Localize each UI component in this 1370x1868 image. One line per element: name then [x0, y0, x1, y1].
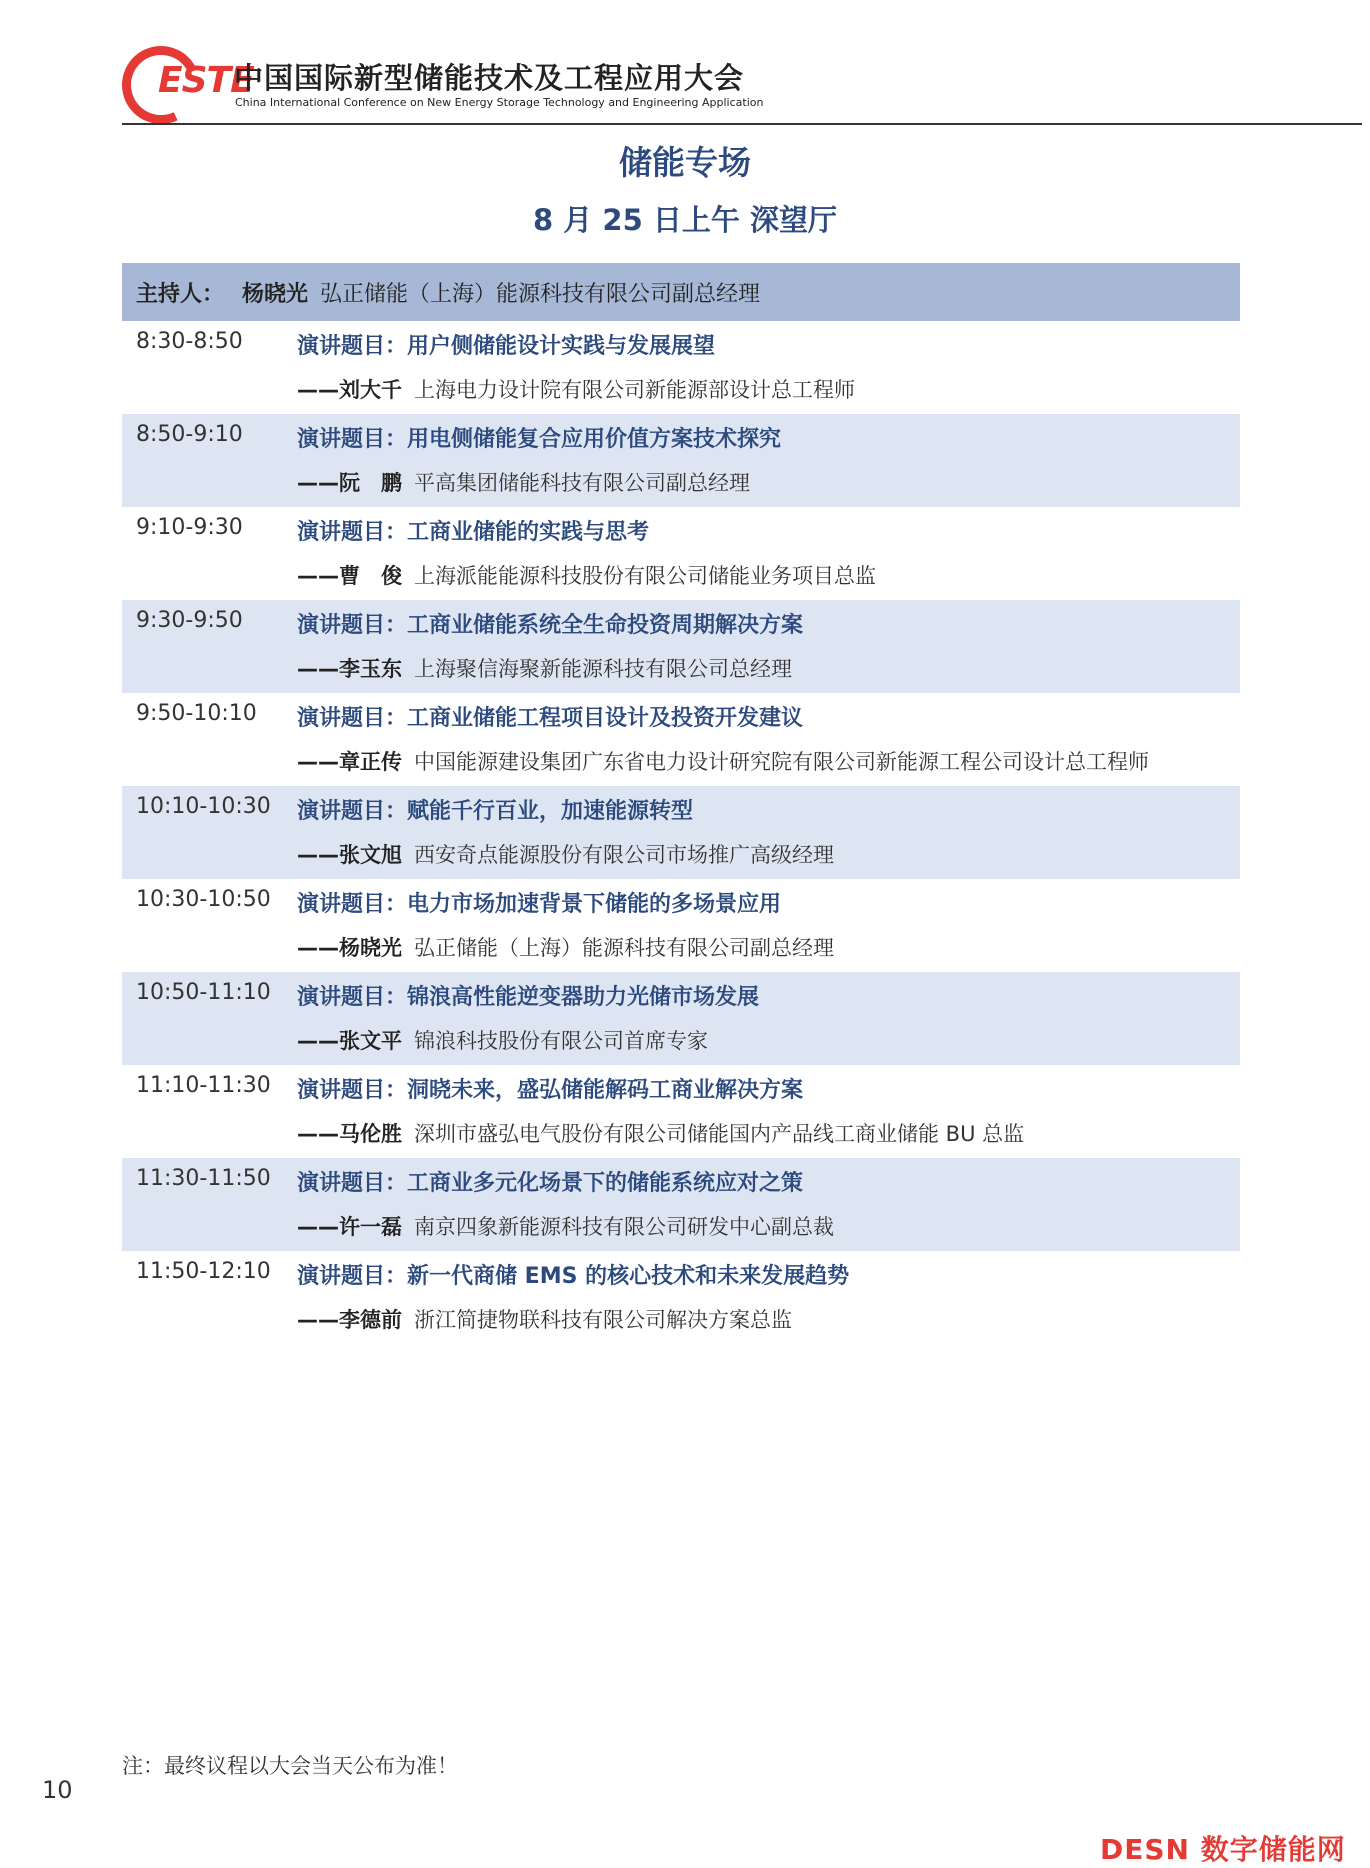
agenda-row — [122, 1158, 1240, 1251]
agenda-topic: 演讲题目：赋能千行百业，加速能源转型 — [297, 799, 694, 824]
speaker-name: ——马伦胜 — [297, 1122, 402, 1146]
agenda-time: 10:50-11:10 — [136, 980, 271, 1005]
agenda-topic: 演讲题目：锦浪高性能逆变器助力光储市场发展 — [297, 985, 760, 1010]
agenda-speaker-line — [297, 560, 876, 590]
agenda-speaker-line — [297, 653, 792, 683]
agenda-time: 10:10-10:30 — [136, 794, 271, 819]
agenda-time: 9:30-9:50 — [136, 608, 243, 633]
agenda-speaker-line — [297, 839, 834, 869]
speaker-name: ——曹 俊 — [297, 564, 402, 588]
agenda-speaker-line — [297, 467, 750, 497]
page-number: 10 — [42, 1776, 73, 1804]
agenda-row — [122, 693, 1240, 786]
speaker-org: 锦浪科技股份有限公司首席专家 — [414, 1029, 708, 1053]
speaker-org: 上海聚信海聚新能源科技有限公司总经理 — [414, 657, 792, 681]
agenda-topic: 演讲题目：洞晓未来，盛弘储能解码工商业解决方案 — [297, 1078, 804, 1103]
speaker-org: 上海电力设计院有限公司新能源部设计总工程师 — [414, 378, 855, 402]
agenda-topic: 演讲题目：工商业储能工程项目设计及投资开发建议 — [297, 706, 804, 731]
agenda-speaker-line — [297, 1304, 792, 1334]
agenda-topic: 演讲题目：工商业储能系统全生命投资周期解决方案 — [297, 613, 804, 638]
agenda-speaker-line — [297, 932, 834, 962]
conference-title-en: China International Conference on New Energy Storage Technology and Engineering Application — [235, 96, 764, 109]
host-label: 主持人： — [136, 281, 225, 307]
speaker-org: 南京四象新能源科技有限公司研发中心副总裁 — [414, 1215, 834, 1239]
agenda-row — [122, 507, 1240, 600]
agenda-speaker-line — [297, 374, 855, 404]
agenda-topic: 演讲题目：新一代商储 EMS 的核心技术和未来发展趋势 — [297, 1264, 850, 1289]
conference-logo-text: ESTE — [158, 60, 254, 101]
conference-title-cn: 中国国际新型储能技术及工程应用大会 — [234, 61, 745, 95]
agenda-table — [122, 321, 1240, 1344]
conference-header — [122, 46, 1362, 124]
host-org: 弘正储能（上海）能源科技有限公司副总经理 — [320, 281, 761, 307]
agenda-row — [122, 1065, 1240, 1158]
agenda-row — [122, 600, 1240, 693]
agenda-time: 9:10-9:30 — [136, 515, 243, 540]
host-name: 杨晓光 — [242, 281, 309, 307]
speaker-name: ——阮 鹏 — [297, 471, 402, 495]
speaker-name: ——章正传 — [297, 750, 402, 774]
speaker-org: 中国能源建设集团广东省电力设计研究院有限公司新能源工程公司设计总工程师 — [414, 750, 1149, 774]
agenda-time: 8:30-8:50 — [136, 329, 243, 354]
agenda-topic: 演讲题目：电力市场加速背景下储能的多场景应用 — [297, 892, 782, 917]
agenda-speaker-line — [297, 1025, 708, 1055]
speaker-name: ——杨晓光 — [297, 936, 402, 960]
agenda-speaker-line — [297, 1118, 1024, 1148]
agenda-topic: 演讲题目：工商业储能的实践与思考 — [297, 520, 650, 545]
speaker-org: 西安奇点能源股份有限公司市场推广高级经理 — [414, 843, 834, 867]
speaker-name: ——张文平 — [297, 1029, 402, 1053]
host-row — [122, 263, 1240, 321]
footer-brand-logo: DESN 数字储能网 — [1100, 1833, 1346, 1866]
agenda-row — [122, 972, 1240, 1065]
header-divider — [122, 123, 1362, 125]
agenda-row — [122, 414, 1240, 507]
agenda-time: 11:10-11:30 — [136, 1073, 271, 1098]
speaker-org: 弘正储能（上海）能源科技有限公司副总经理 — [414, 936, 834, 960]
agenda-row — [122, 786, 1240, 879]
agenda-topic: 演讲题目：用电侧储能复合应用价值方案技术探究 — [297, 427, 782, 452]
agenda-row — [122, 1251, 1240, 1344]
speaker-org: 深圳市盛弘电气股份有限公司储能国内产品线工商业储能 BU 总监 — [414, 1122, 1025, 1146]
agenda-time: 11:50-12:10 — [136, 1259, 271, 1284]
speaker-org: 浙江简捷物联科技有限公司解决方案总监 — [414, 1308, 792, 1332]
session-date-venue: 8 月 25 日上午 深望厅 — [533, 203, 837, 237]
agenda-time: 9:50-10:10 — [136, 701, 257, 726]
agenda-time: 8:50-9:10 — [136, 422, 243, 447]
speaker-name: ——李玉东 — [297, 657, 402, 681]
speaker-name: ——刘大千 — [297, 378, 402, 402]
agenda-row — [122, 879, 1240, 972]
agenda-topic: 演讲题目：工商业多元化场景下的储能系统应对之策 — [297, 1171, 804, 1196]
agenda-note: 注：最终议程以大会当天公布为准！ — [122, 1754, 458, 1778]
agenda-time: 11:30-11:50 — [136, 1166, 271, 1191]
agenda-time: 10:30-10:50 — [136, 887, 271, 912]
agenda-topic: 演讲题目：用户侧储能设计实践与发展展望 — [297, 334, 716, 359]
session-title: 储能专场 — [619, 143, 751, 182]
agenda-row — [122, 321, 1240, 414]
speaker-org: 上海派能能源科技股份有限公司储能业务项目总监 — [414, 564, 876, 588]
agenda-speaker-line — [297, 746, 1149, 776]
speaker-name: ——许一磊 — [297, 1215, 402, 1239]
speaker-name: ——李德前 — [297, 1308, 402, 1332]
speaker-name: ——张文旭 — [297, 843, 402, 867]
speaker-org: 平高集团储能科技有限公司副总经理 — [414, 471, 750, 495]
agenda-speaker-line — [297, 1211, 834, 1241]
